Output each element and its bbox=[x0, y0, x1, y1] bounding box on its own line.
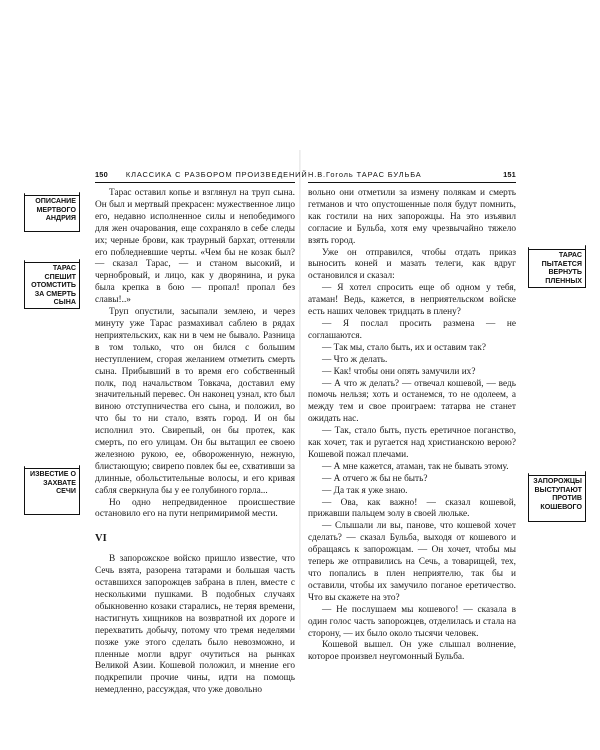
margin-note-1 bbox=[24, 190, 80, 232]
margin-note-4 bbox=[528, 244, 586, 288]
left-page-body bbox=[95, 188, 295, 697]
paragraph: — Да так я уже знаю. bbox=[322, 485, 408, 496]
right-page-body bbox=[308, 188, 516, 664]
paragraph: — А что ж делать? — отвечал кошевой, — ведь помочь нельзя; хоть и останемся, то не одолеем, а между тем и свое проиграем: татарва не станет ожидать нас. bbox=[308, 378, 516, 425]
paragraph: — Я послал просить размена — не соглашаются. bbox=[308, 318, 516, 341]
right-head-title: Н.В.Гоголь ТАРАС БУЛЬБА bbox=[308, 170, 422, 179]
margin-note-5 bbox=[528, 470, 586, 522]
right-running-head bbox=[308, 170, 516, 182]
paragraph: Но одно непредвиденное происшествие остановило его на пути непримиримой мести. bbox=[95, 497, 295, 520]
paragraph: вольно они отметили за измену полякам и смерть гетманов и что опустошенные поля будут помнить, как гостили на них запорожцы. На это изъявил согласие и Бульба, хотя ему чрезвычайно тяжело взять город. bbox=[308, 188, 516, 246]
margin-note-text: ОПИСАНИЕ МЕРТВОГО АНДРИЯ bbox=[35, 197, 76, 223]
paragraph: — А мне кажется, атаман, так не бывать этому. bbox=[322, 461, 509, 472]
margin-note-2 bbox=[24, 257, 80, 309]
paragraph: Уже он отправился, чтобы отдать приказ выносить коней и мазать телеги, как вдруг остановился и сказал: bbox=[308, 247, 516, 282]
left-page-number: 150 bbox=[95, 170, 108, 179]
paragraph: — Я хотел спросить еще об одном у тебя, атаман! Ведь, кажется, в неприятельском войске есть наших человек тридцать в плену? bbox=[308, 283, 516, 318]
paragraph: — Так, стало быть, пусть еретичное поганство, как хочет, так и ругается над христианскою верою? Кошевой пожал плечами. bbox=[308, 426, 516, 460]
paragraph: — Ова, как важно! — сказал кошевой, прижавши пальцем золу в своей люльке. bbox=[308, 497, 516, 520]
margin-note-3 bbox=[24, 463, 80, 515]
right-head-rule bbox=[308, 182, 516, 183]
margin-note-text: ЗАПОРОЖЦЫ ВЫСТУПАЮТ ПРОТИВ КОШЕВОГО bbox=[533, 477, 582, 511]
paragraph: В запорожское войско пришло известие, что Сечь взята, разорена татарами и большая часть оставшихся запорожцев забрана в плен, вместе с несколькими пушками. В подобных случаях обыкновенно козаки старались, не теряя времени, настигнуть хищников на возвратной их дороге и перехватить добычу, потому что тремя неделями позже уже этого сделать было невозможно, и пленные могли вдруг очутиться на рынках Великой Азии. Кошевой положил, и мнение его подкрепили прочие чины, идти на помощь немедленно, рассуждая, что уже довольно bbox=[95, 554, 295, 696]
margin-note-text: ТАРАС СПЕШИТ ОТОМСТИТЬ ЗА СМЕРТЬ СЫНА bbox=[31, 264, 76, 307]
margin-note-text: ИЗВЕСТИЕ О ЗАХВАТЕ СЕЧИ bbox=[30, 470, 76, 496]
right-page bbox=[300, 0, 600, 750]
paragraph: — А отчего ж бы не быть? bbox=[322, 473, 428, 484]
right-page-number: 151 bbox=[503, 170, 516, 179]
paragraph: Труп опустили, засыпали землею, и через минуту уже Тарас размахивал саблею в рядах неприятельских, как ни в чем не бывало. Разница в том только, что он бился с большим неступлением, сгорая желанием отметить смерть сына. Прибывший в то время его собственный полк, под начальством Товкача, доставил ему значительный перевес. Он наконец узнал, кто был виною отступничества его сына, и положил, во что бы то ни стало, взять город. И он бы исполнил это. Свирепый, он бы протек, как смерть, по его улицам. Он бы вытащил ее своею железною рукою, ее, обвороженную, нежную, блистающую; свирепо повлек бы ее, схвативши за длинные, обольстительные волосы, и его кривая сабля сверкнула бы у ее голубиного горла... bbox=[95, 307, 295, 496]
paragraph: — Не послушаем мы кошевого! — сказала в один голос часть запорожцев, отделилась и стала на сторону, — их было около тысячи человек. bbox=[308, 604, 516, 639]
left-head-rule bbox=[95, 182, 295, 183]
left-running-head bbox=[95, 170, 308, 182]
paragraph: — Слышали ли вы, панове, что кошевой хочет сделать? — сказал Бульба, выходя от кошевого и обращаясь к запорожцам. — Он хочет, чтобы мы теперь же отправились на Сечь, а товарищей, тех, что попались в плен неприятелю, так бы и оставили, чтобы их замучило поганое еретичество. Что вы скажете на это? bbox=[308, 521, 516, 603]
paragraph: — Так мы, стало быть, их и оставим так? bbox=[322, 342, 486, 353]
paragraph: — Что ж делать. bbox=[322, 354, 388, 365]
paragraph: Кошевой вышел. Он уже слышал волнение, которое произвел неугомонный Бульба. bbox=[308, 640, 516, 663]
chapter-heading: VI bbox=[95, 533, 107, 545]
paragraph: Тарас оставил копье и взглянул на труп сына. Он был и мертвый прекрасен: мужественное лицо его, недавно исполненное силы и непобедимого для жен очарования, еще сохраняло в себе следы их; черные брови, как траурный бархат, оттеняли его побледневшие черты. «Чем бы не козак был? — сказал Тарас, — и станом высокий, и чернобровый, и лицо, как у дворянина, и рука была крепка в бою — пропал! пропал без славы!..» bbox=[95, 188, 295, 306]
margin-note-text: ТАРАС ПЫТАЕТСЯ ВЕРНУТЬ ПЛЕННЫХ bbox=[541, 251, 582, 285]
paragraph: — Как! чтобы они опять замучили их? bbox=[322, 366, 476, 377]
left-head-title: КЛАССИКА С РАЗБОРОМ ПРОИЗВЕДЕНИЙ bbox=[125, 170, 308, 179]
